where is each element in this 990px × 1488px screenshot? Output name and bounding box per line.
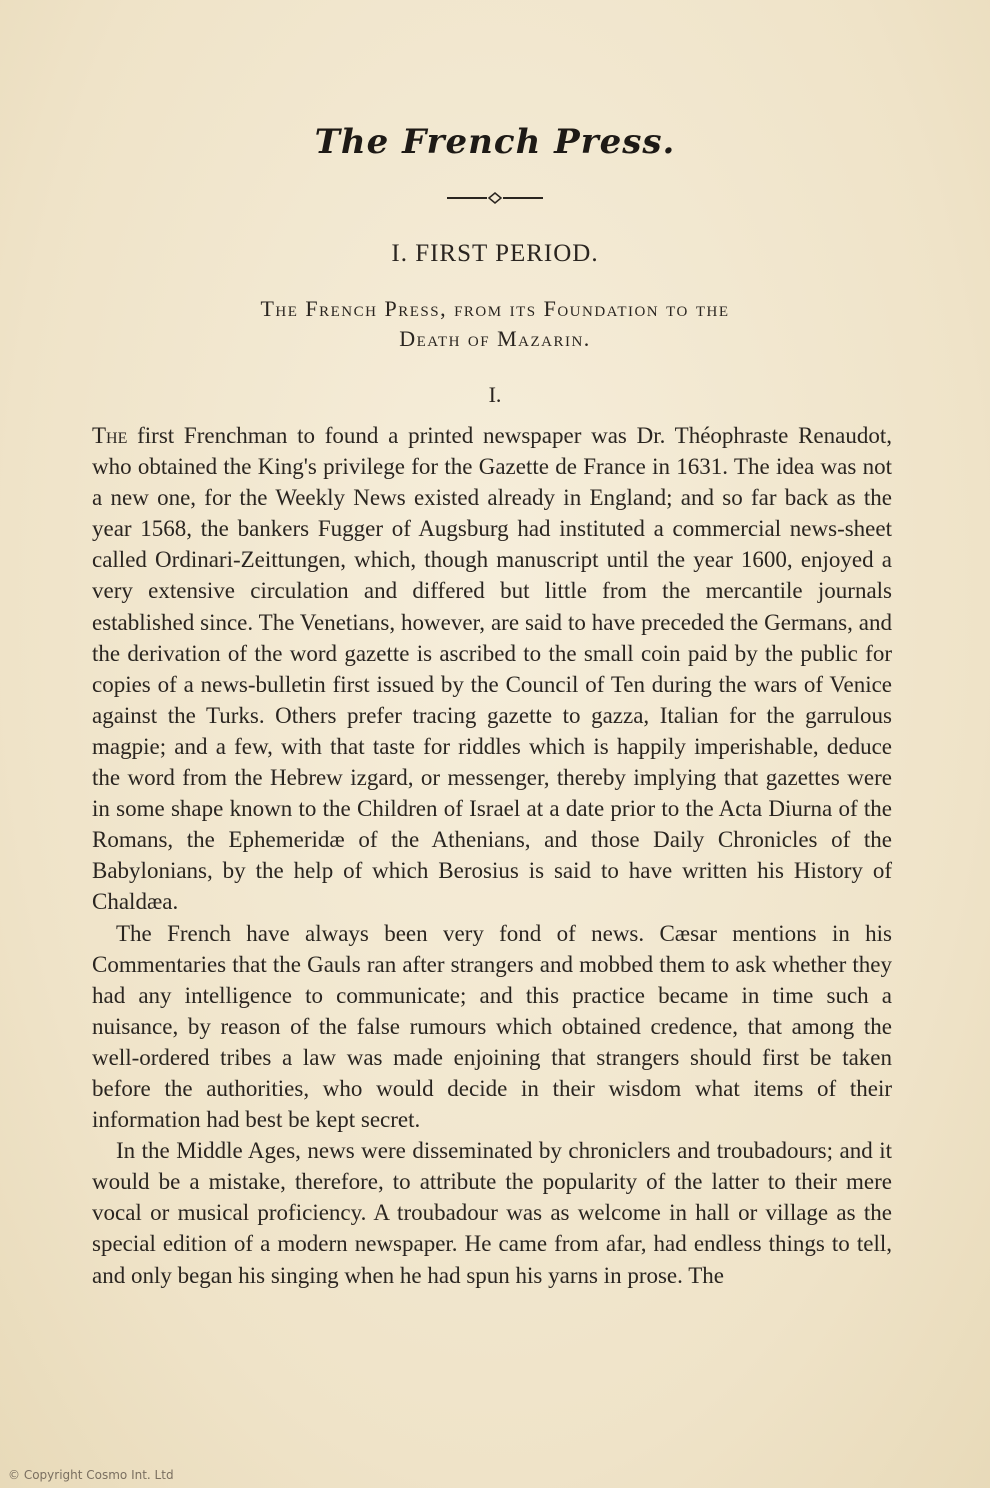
period-heading: I. FIRST PERIOD. — [391, 240, 599, 267]
section-numeral: I. — [488, 382, 502, 407]
paragraph-3: In the Middle Ages, news were disseminated by chroniclers and troubadours; and it would be a mistake, therefore, to attribute the popularity of the latter to their mere vocal or musical proficiency. A troubadour was as welcome in hall or village as the special edition of a modern newspaper. He came from afar, had endless things to tell, and only began his singing when he had spun his yarns in prose. The — [92, 1138, 892, 1288]
show-through-text — [90, 0, 900, 60]
ornament-divider — [445, 191, 545, 205]
body-text — [92, 420, 892, 1291]
subtitle-line-2: Death of Mazarin. — [399, 326, 591, 351]
paragraph-lead-word: The — [92, 423, 128, 448]
paragraph-2: The French have always been very fond of news. Cæsar mentions in his Commentaries that the Gauls ran after strangers and mobbed them to ask whether they had any intelligence to communicate; and this practice became in time such a nuisance, by reason of the false rumours which obtained credence, that among the well-ordered tribes a law was made enjoining that strangers should first be taken before the authorities, who would decide in their wisdom what items of their information had best be kept secret. — [92, 920, 892, 1133]
chapter-subtitle — [150, 294, 840, 354]
copyright-watermark: © Copyright Cosmo Int. Ltd — [8, 1468, 174, 1482]
paragraph-1-text: first Frenchman to found a printed newspaper was Dr. Théophraste Renaudot, who obtained the King's privilege for the Gazette de France in 1631. The idea was not a new one, for the Weekly News existed already in England; and so far back as the year 1568, the bankers Fugger of Augsburg had instituted a commercial news-sheet called Ordinari-Zeittungen, which, though manuscript until the year 1600, enjoyed a very extensive circulation and differed but little from the mercantile journals established since. The Venetians, however, are said to have preceded the Germans, and the derivation of the word gazette is ascribed to the small coin paid by the public for copies of a news-bulletin first issued by the Council of Ten during the wars of Venice against the Turks. Others prefer tracing gazette to gazza, Italian for the garrulous magpie; and a few, with that taste for riddles which is happily imperishable, deduce the word from the Hebrew izgard, or messenger, thereby implying that gazettes were in some shape known to the Children of Israel at a date prior to the Acta Diurna of the Romans, the Ephemeridæ of the Athenians, and those Daily Chronicles of the Babylonians, by the help of which Berosius is said to have written his History of Chaldæa. — [92, 423, 892, 915]
subtitle-line-1: The French Press, from its Foundation to the — [260, 296, 730, 321]
page-title: The French Press. — [314, 122, 676, 162]
paragraph-1 — [92, 420, 892, 918]
